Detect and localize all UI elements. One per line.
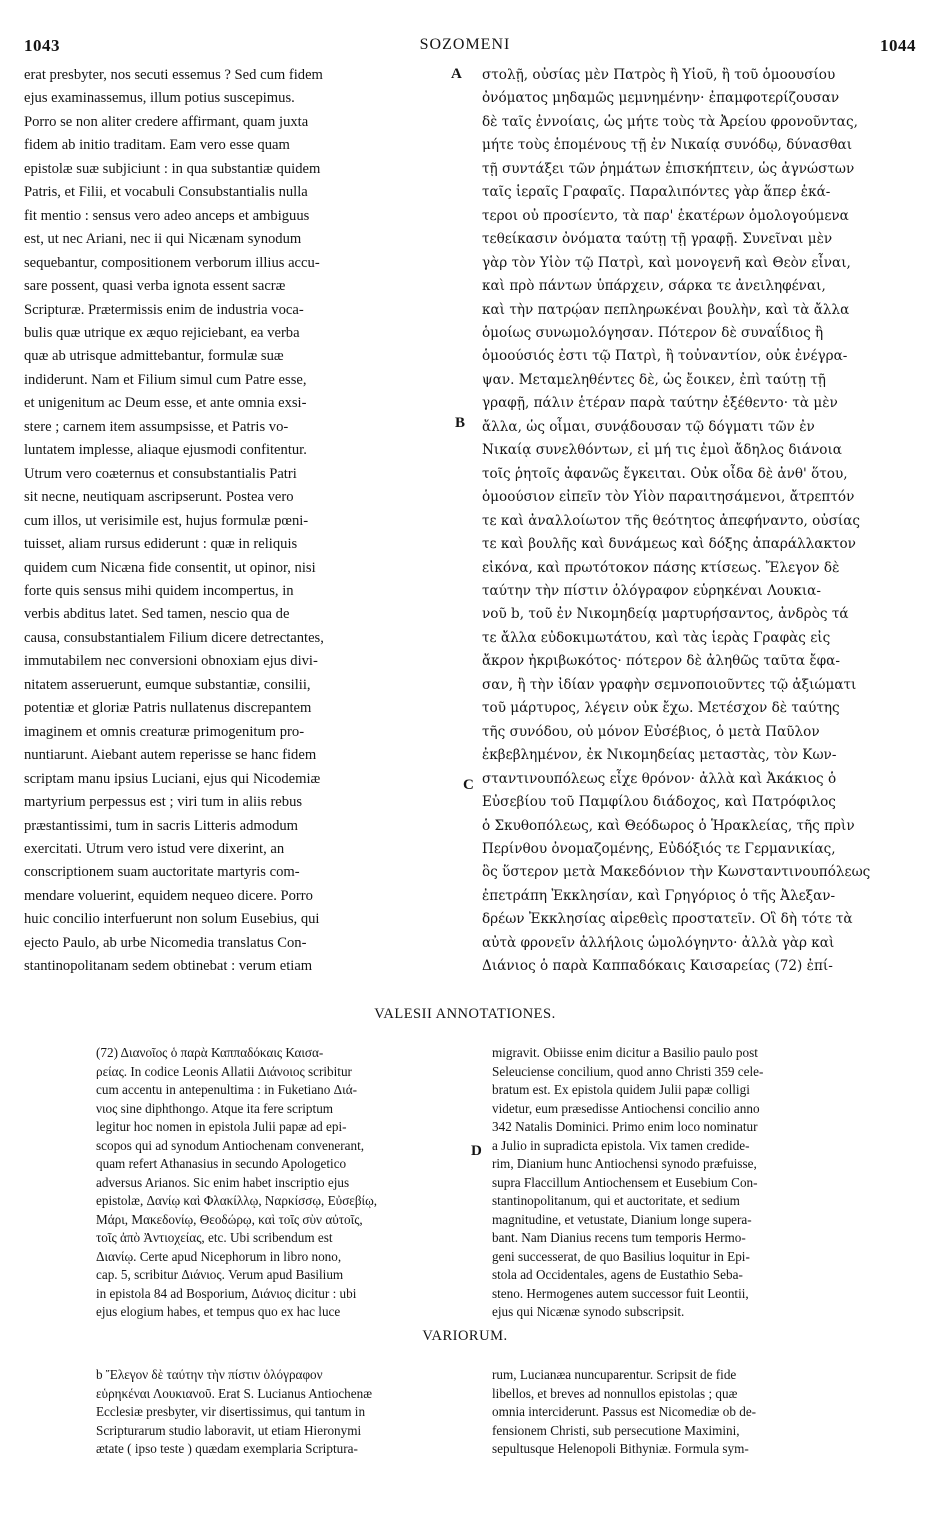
annotation-line: stantinopolitanum, qui et auctoritate, et sedium [492, 1193, 740, 1208]
annotation-line: ejus qui Nicænæ synodo subscripsit. [492, 1304, 685, 1319]
greek-text-line: δὲ ταῖς ἐννοίαις, ὡς μήτε τοὺς τὰ Ἀρείου φρονοῦντας, [482, 113, 858, 130]
annotation-line: bant. Nam Dianius recens tum temporis Hermo- [492, 1230, 746, 1245]
page-number-right: 1044 [880, 36, 916, 55]
greek-text-line: καὶ πρὸ πάντων ὑπάρχειν, σάρκα τε ἀνειληφέναι, [482, 278, 826, 295]
latin-text-line: huic concilio interfuerunt non solum Eusebius, qui [24, 911, 320, 928]
latin-text-line: nuntiarunt. Aiebant autem reperisse se hanc fidem [24, 747, 317, 764]
annotation-line: cap. 5, scribitur Διάνιος. Verum apud Basilium [96, 1267, 344, 1282]
greek-text-line: νοῦ b, τοῦ ἐν Νικομηδείᾳ μαρτυρήσαντος, ἀνδρὸς τά [482, 606, 849, 623]
greek-text-line: τεροι οὐ προσίεντο, τὰ παρ' ἑκατέρων ὁμολογούμενα [482, 207, 849, 224]
annotation-line: scopos qui ad synodum Antiochenam convenerant, [96, 1137, 365, 1153]
greek-text-line: τῇ συντάξει τῶν ῥημάτων ἐπισκήπτειν, ὡς ἀγνώστων [482, 160, 855, 177]
variorum-line: sepultusque Helenopoli Bithyniæ. Formula sym- [492, 1441, 749, 1456]
annotation-line: ρείας. In codice Leonis Allatii Διάνοιος scribitur [96, 1063, 352, 1079]
variorum-line: omnia interciderunt. Passus est Nicomediæ ob de- [492, 1404, 757, 1419]
valesii-notes-left [96, 1044, 468, 1322]
greek-text-line: Νικαίᾳ συνελθόντων, εἰ μή τις ἐμοὶ ἄδηλος διάνοια [482, 442, 842, 459]
annotation-line: migravit. Obiisse enim dicitur a Basilio paulo post [492, 1045, 758, 1060]
annotation-line: Seleuciense concilium, quod anno Christi 359 cele- [492, 1063, 764, 1079]
greek-text-line: ὁ Σκυθοπόλεως, καὶ Θεόδωρος ὁ Ἡρακλείας, τῆς πρὶν [482, 817, 855, 834]
latin-text-line: conscriptionem suam auctoritate martyris com- [24, 864, 300, 881]
latin-text-line: quidem cum Nicæna fide consentit, ut opinor, nisi [24, 559, 316, 576]
greek-text-line: ὁμοούσιός ἐστι τῷ Πατρὶ, ἢ τοὐναντίον, οὐκ ἐνέγρα- [482, 348, 848, 365]
latin-text-line: bulis quæ utrique ex æquo rejiciebant, ea verba [24, 324, 300, 341]
latin-text-line: est, ut nec Ariani, nec ii qui Nicænam synodum [24, 231, 302, 248]
greek-text-line: ὀνόματος μηδαμῶς μεμνημένην· ἐπαμφοτερίζουσαν [482, 90, 840, 107]
greek-text-line: τοῖς ῥητοῖς ἀφανῶς ἔγκειται. Οὐκ οἶδα δὲ ἀνθ' ὅτου, [482, 465, 848, 482]
variorum-notes-left [96, 1366, 468, 1459]
latin-text-line: ejus examinassemus, illum potius suscepimus. [24, 90, 295, 107]
variorum-line: libellos, et breves ad nonnullos epistolas ; quæ [492, 1385, 738, 1401]
greek-text-line: μήτε τοὺς ἑπομένους τῇ ἐν Νικαίᾳ συνόδῳ, δύνασθαι [482, 137, 853, 154]
greek-text-line: αὐτὰ φρονεῖν ἀλλήλοις ὡμολόγηντο· ἀλλὰ γὰρ καὶ [482, 934, 835, 951]
greek-text-line: γὰρ τὸν Υἱὸν τῷ Πατρὶ, καὶ μονογενῆ καὶ Θεὸν εἶναι, [482, 254, 851, 271]
latin-text-line: imaginem et omnis creaturæ primogenitum pro- [24, 723, 305, 740]
greek-text-line: τε καὶ βουλῆς καὶ δυνάμεως καὶ δόξης ἀπαράλλακτον [482, 536, 856, 553]
section-marker-d: D [471, 1143, 482, 1159]
greek-text-line: ταύτην τὴν πίστιν ὁλόγραφον εὑρηκέναι Λουκια- [482, 582, 821, 599]
greek-text-line: ἄλλα, ὡς οἶμαι, συνᾴδουσαν τῷ δόγματι τῶν ἐν [482, 418, 815, 435]
greek-text-line: τε καὶ ἀναλλοίωτον τῆς θεότητος ἀπεφήναντο, οὐσίας [482, 512, 860, 529]
annotation-line: ejus elogium habes, et tempus quo ex hac luce [96, 1304, 341, 1319]
variorum-line: Scripturarum studio laboravit, ut etiam Hieronymi [96, 1422, 362, 1438]
variorum-title: VARIORUM. [422, 1328, 508, 1344]
annotation-line: steno. Hermogenes autem successor fuit Leontii, [492, 1285, 749, 1301]
variorum-line: b Ἔλεγον δὲ ταύτην τὴν πίστιν ὁλόγραφον [96, 1367, 323, 1382]
annotation-line: Διανίῳ. Certe apud Nicephorum in libro nono, [96, 1248, 342, 1264]
annotation-line: epistolæ, Δανίῳ καὶ Φλακίλλῳ, Ναρκίσσῳ, Εὐσεβίῳ, [96, 1193, 378, 1208]
valesii-notes-right [492, 1044, 912, 1322]
annotation-line: magnitudine, et vetustate, Dianium longe supera- [492, 1211, 752, 1227]
latin-text-line: sequebantur, compositionem verborum illius accu- [24, 254, 320, 271]
variorum-notes-right [492, 1366, 912, 1459]
annotation-line: videtur, eum præsedisse Antiochensi concilio anno [492, 1100, 760, 1116]
greek-text-line: Εὐσεβίου τοῦ Παμφίλου διάδοχος, καὶ Πατρόφιλος [482, 794, 836, 811]
annotation-line: rim, Dianium hunc Antiochensi synodo præfuisse, [492, 1156, 757, 1171]
greek-text-line: ἐπετράπη Ἐκκλησίαν, καὶ Γρηγόριος ὁ τῆς Ἀλεξαν- [482, 887, 836, 904]
latin-text-line: potentiæ et gloriæ Patris nullatenus discrepantem [24, 700, 312, 717]
greek-text-line: τῆς συνόδου, οὐ μόνον Εὐσέβιος, ὁ μετὰ Παῦλον [482, 723, 820, 740]
greek-text-line: ταῖς ἱεραῖς Γραφαῖς. Παραλιπόντες γὰρ ἅπερ ἑκά- [482, 184, 831, 201]
latin-text-line: cum illos, ut verisimile est, hujus formulæ pœni- [24, 512, 309, 529]
latin-text-line: sare possent, quasi verba ignota essent sacræ [24, 278, 286, 295]
variorum-line: ætate ( ipso teste ) quædam exemplaria Scriptura- [96, 1441, 358, 1456]
latin-text-line: Utrum vero coæternus et consubstantialis Patri [24, 465, 297, 482]
greek-text-line: καὶ τὴν πατρῴαν πεπληρωκέναι βουλὴν, καὶ τὰ ἄλλα [482, 301, 850, 318]
annotation-line: adversus Arianos. Sic enim habet inscriptio ejus [96, 1174, 350, 1190]
greek-text-line: δρέων Ἐκκλησίας αἱρεθεὶς προστατεῖν. Οἳ δὴ τότε τὰ [482, 911, 853, 928]
greek-text-column [482, 64, 912, 979]
greek-text-line: ψαν. Μεταμεληθέντες δὲ, ὡς ἔοικεν, ἐπὶ ταύτῃ τῇ [482, 371, 826, 388]
section-marker-a: A [451, 66, 462, 82]
latin-text-line: fidem ab initio traditam. Eam vero esse quam [24, 137, 290, 154]
latin-text-line: Porro se non aliter credere affirmant, quam juxta [24, 113, 309, 130]
annotation-line: supra Flaccillum Antiochensem et Eusebium Con- [492, 1174, 758, 1190]
latin-text-line: immutabilem nec conversioni obnoxiam ejus divi- [24, 653, 318, 670]
variorum-line: Ecclesiæ presbyter, vir disertissimus, qui tantum in [96, 1404, 366, 1419]
greek-text-line: σταντινουπόλεως εἶχε θρόνον· ἀλλὰ καὶ Ἀκάκιος ὁ [482, 770, 837, 787]
latin-text-line: epistolæ suæ subjiciunt : in qua substantiæ quidem [24, 160, 321, 177]
annotation-line: νιος sine diphthongo. Atque ita fere scriptum [96, 1100, 334, 1116]
variorum-line: fensionem Christi, sub persecutione Maximini, [492, 1422, 740, 1438]
greek-text-line: Περίνθου ὀνομαζομένης, Εὐδόξιός τε Γερμανικίας, [482, 840, 836, 857]
latin-text-line: nitatem asseruerunt, eumque substantiæ, consilii, [24, 676, 311, 693]
latin-text-line: Patris, et Filii, et vocabuli Consubstantialis nulla [24, 184, 308, 201]
latin-text-line: erat presbyter, nos secuti essemus ? Sed cum fidem [24, 67, 323, 83]
greek-text-line: τε ἄλλα εὐδοκιμωτάτου, καὶ τὰς ἱερὰς Γραφὰς εἰς [482, 629, 831, 646]
latin-text-column [24, 64, 462, 979]
annotation-line: geni successerat, de quo Basilius loquitur in Epi- [492, 1248, 750, 1264]
annotation-line: 342 Natalis Dominici. Primo enim loco nominatur [492, 1119, 758, 1134]
annotation-line: stola ad Occidentales, agens de Eustathio Seba- [492, 1267, 743, 1282]
annotation-line: bratum est. Ex epistola quidem Julii papæ colligi [492, 1082, 750, 1097]
latin-text-line: tuisset, aliam rursus ediderunt : quæ in reliquis [24, 536, 298, 553]
latin-text-line: forte quis sensus mihi quidem incompertus, in [24, 582, 294, 599]
page-number-left: 1043 [24, 36, 60, 55]
latin-text-line: et unigenitum ac Deum esse, et ante omnia exsi- [24, 395, 307, 412]
latin-text-line: stere ; carnem item assumpsisse, et Patris vo- [24, 418, 289, 435]
greek-text-line: τοῦ μάρτυρος, λέγειν οὐκ ἔχω. Μετέσχον δὲ ταύτης [482, 700, 840, 717]
latin-text-line: martyrium perpessus est ; viri tum in aliis rebus [24, 794, 303, 811]
greek-text-line: ὁμοούσιον εἰπεῖν τὸν Υἱὸν παραιτησάμενοι, ἄτρεπτόν [482, 489, 855, 506]
annotation-line: a Julio in supradicta epistola. Vix tamen credide- [492, 1137, 750, 1153]
latin-text-line: scriptam manu ipsius Luciani, ejus qui Nicodemiæ [24, 770, 321, 787]
annotation-line: quam refert Athanasius in secundo Apologetico [96, 1156, 347, 1171]
latin-text-line: Scripturæ. Prætermissis enim de industria voca- [24, 301, 304, 318]
latin-text-line: fit mentio : sensus vero adeo anceps et ambiguus [24, 207, 310, 224]
latin-text-line: ejecto Paulo, ab urbe Nicomedia translatus Con- [24, 934, 307, 951]
greek-text-line: εἰκόνα, καὶ πρωτότοκον πάσης κτίσεως. Ἔλεγον δὲ [482, 559, 840, 576]
latin-text-line: mendare voluerint, equidem nequeo dicere. Porro [24, 887, 313, 904]
greek-text-line: ὃς ὕστερον μετὰ Μακεδόνιον τὴν Κωνσταντινουπόλεως [482, 864, 871, 881]
greek-text-line: στολῇ, οὐσίας μὲν Πατρὸς ἢ Υἱοῦ, ἢ τοῦ ὁμοουσίου [482, 67, 836, 83]
latin-text-line: luntatem implesse, aliaque ejusmodi confitentur. [24, 442, 307, 459]
section-marker-c: C [463, 777, 474, 793]
annotation-line: (72) Διανοῖος ὁ παρὰ Καππαδόκαις Καισα- [96, 1045, 324, 1060]
annotation-line: in epistola 84 ad Bosporium, Διάνιος dicitur : ubi [96, 1285, 357, 1301]
greek-text-line: ἐκβεβλημένον, ἐκ Νικομηδείας μεταστὰς, τὸν Κων- [482, 747, 837, 764]
latin-text-line: indiderunt. Nam et Filium simul cum Patre esse, [24, 371, 307, 388]
greek-text-line: γραφῇ, πάλιν ἑτέραν παρὰ ταύτην ἐξέθεντο· τὰ μὲν [482, 395, 838, 412]
section-marker-b: B [455, 415, 466, 431]
variorum-line: rum, Lucianæa nuncuparentur. Scripsit de fide [492, 1367, 737, 1382]
latin-text-line: sit necne, neutiquam ascripserunt. Postea vero [24, 489, 294, 506]
greek-text-line: ἄκρον ἠκριβωκότος· πότερον δὲ ἀληθῶς ταῦτα ἔφα- [482, 653, 840, 670]
annotation-line: Μάρι, Μακεδονίῳ, Θεοδώρῳ, καὶ τοῖς σὺν αὐτοῖς, [96, 1211, 363, 1227]
latin-text-line: verbis abditus latet. Sed tamen, nescio qua de [24, 606, 290, 623]
latin-text-line: quæ ab utrisque admittebantur, formulæ suæ [24, 348, 284, 365]
greek-text-line: ὁμοίως συνωμολόγησαν. Πότερον δὲ συναΐδιος ἢ [482, 324, 824, 341]
latin-text-line: stantinopolitanam sedem obtinebat : verum etiam [24, 958, 313, 975]
latin-text-line: exercitati. Utrum vero istud vere dixerint, an [24, 840, 285, 857]
variorum-line: εὑρηκέναι Λουκιανοῦ. Erat S. Lucianus Antiochenæ [96, 1385, 373, 1401]
greek-text-line: τεθείκασιν ὀνόματα ταύτῃ τῇ γραφῇ. Συνεῖναι μὲν [482, 231, 833, 248]
valesii-annotations-title: VALESII ANNOTATIONES. [374, 1006, 556, 1022]
annotation-line: legitur hoc nomen in epistola Julii papæ ad epi- [96, 1119, 347, 1134]
running-title: SOZOMENI [419, 36, 511, 53]
greek-text-line: σαν, ἢ τὴν ἰδίαν γραφὴν σεμνοποιοῦντες τῷ ἀξιώματι [482, 676, 857, 693]
annotation-line: cum accentu in antepenultima : in Fuketiano Διά- [96, 1082, 358, 1097]
latin-text-line: præstantissimi, tum in sacris Litteris admodum [24, 817, 299, 834]
latin-text-line: causa, consubstantialem Filium dicere detrectantes, [24, 629, 324, 646]
annotation-line: τοῖς ἀπὸ Ἀντιοχείας, etc. Ubi scribendum est [96, 1230, 333, 1245]
greek-text-line: Διάνιος ὁ παρὰ Καππαδόκαις Καισαρείας (72) ἐπί- [482, 958, 833, 975]
